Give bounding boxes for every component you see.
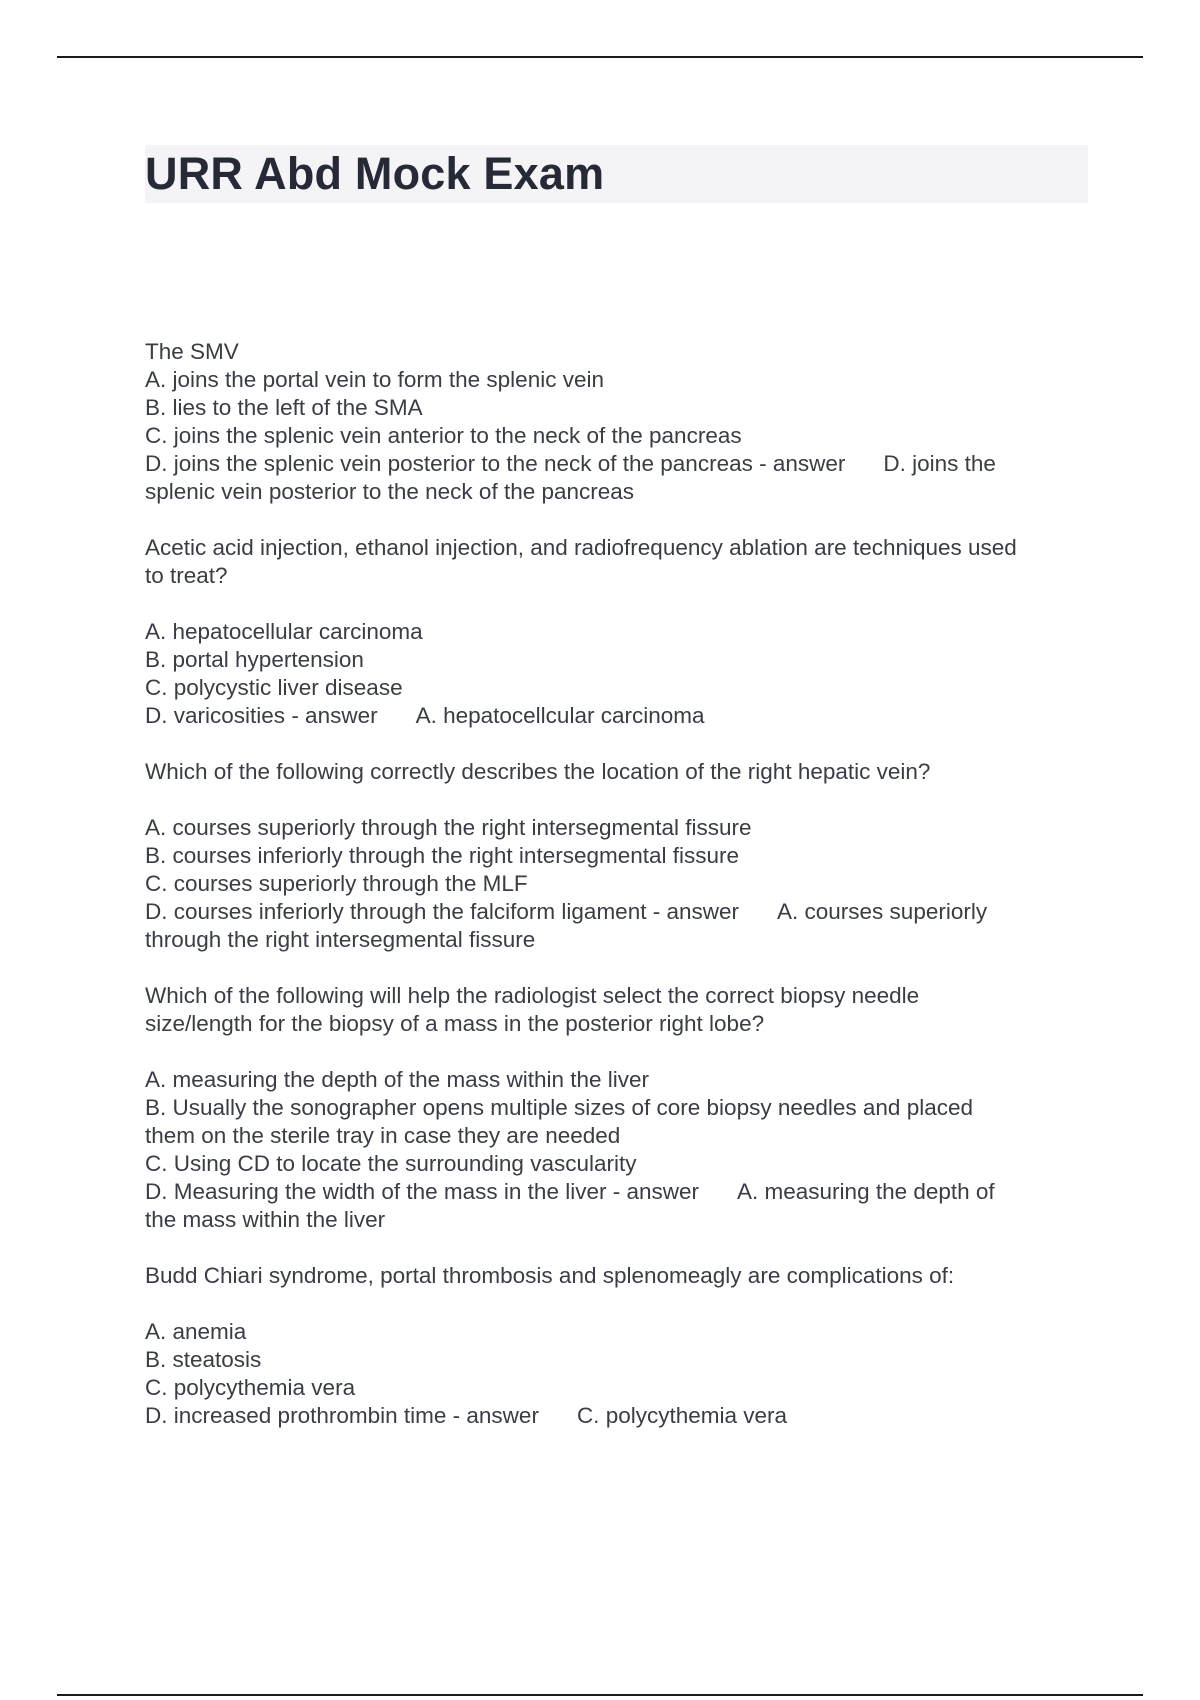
option-b: B. steatosis <box>145 1347 262 1372</box>
correct-answer-continued: splenic vein posterior to the neck of the pancreas <box>145 479 635 504</box>
question-3 <box>145 758 1090 954</box>
question-stem: The SMV <box>145 339 239 364</box>
option-b: B. lies to the left of the SMA <box>145 395 423 420</box>
question-stem: Budd Chiari syndrome, portal thrombosis and splenomeagly are complications of: <box>145 1263 955 1288</box>
option-c: C. joins the splenic vein anterior to the neck of the pancreas <box>145 423 742 448</box>
answer-marker: - answer <box>452 1403 539 1428</box>
option-d-line <box>145 1178 1090 1206</box>
question-1 <box>145 338 1090 506</box>
question-stem: Which of the following will help the radiologist select the correct biopsy needle <box>145 983 920 1008</box>
option-d-line <box>145 702 1090 730</box>
option-b: B. courses inferiorly through the right intersegmental fissure <box>145 843 740 868</box>
option-d: D. increased prothrombin time <box>145 1403 447 1428</box>
question-2 <box>145 534 1090 730</box>
question-stem: Which of the following correctly describes the location of the right hepatic vein? <box>145 759 931 784</box>
option-a: A. measuring the depth of the mass within the liver <box>145 1067 650 1092</box>
option-c: C. courses superiorly through the MLF <box>145 871 528 896</box>
question-list <box>145 338 1090 1430</box>
option-a: A. anemia <box>145 1319 247 1344</box>
correct-answer: C. polycythemia vera <box>576 1403 788 1428</box>
option-d-line <box>145 450 1090 478</box>
option-d: D. varicosities <box>145 703 286 728</box>
correct-answer: D. joins the <box>883 451 996 476</box>
answer-marker: - answer <box>759 451 846 476</box>
option-d: D. courses inferiorly through the falciform ligament <box>145 899 647 924</box>
answer-marker: - answer <box>612 1179 700 1204</box>
option-c: C. Using CD to locate the surrounding vascularity <box>145 1151 637 1176</box>
question-stem: Acetic acid injection, ethanol injection, and radiofrequency ablation are techniques used <box>145 535 1017 560</box>
option-d: D. Measuring the width of the mass in the liver <box>145 1179 607 1204</box>
option-c: C. polycystic liver disease <box>145 675 403 700</box>
question-5 <box>145 1262 1090 1430</box>
question-stem-continued: to treat? <box>145 563 228 588</box>
option-d-line <box>145 898 1090 926</box>
correct-answer: A. courses superiorly <box>777 899 988 924</box>
option-b-continued: them on the sterile tray in case they are needed <box>145 1123 621 1148</box>
correct-answer-continued: through the right intersegmental fissure <box>145 927 536 952</box>
answer-marker: - answer <box>652 899 740 924</box>
correct-answer-continued: the mass within the liver <box>145 1207 386 1232</box>
correct-answer: A. measuring the depth of <box>737 1179 995 1204</box>
option-a: A. courses superiorly through the right intersegmental fissure <box>145 815 752 840</box>
document-title: URR Abd Mock Exam <box>145 148 605 199</box>
option-a: A. joins the portal vein to form the splenic vein <box>145 367 604 392</box>
bottom-rule <box>57 1694 1143 1696</box>
option-d-line <box>145 1402 1090 1430</box>
option-b: B. portal hypertension <box>145 647 364 672</box>
option-a: A. hepatocellular carcinoma <box>145 619 423 644</box>
question-stem-continued: size/length for the biopsy of a mass in the posterior right lobe? <box>145 1011 765 1036</box>
correct-answer: A. hepatocellcular carcinoma <box>415 703 705 728</box>
option-d: D. joins the splenic vein posterior to the neck of the pancreas <box>145 451 753 476</box>
option-c: C. polycythemia vera <box>145 1375 356 1400</box>
question-4 <box>145 982 1090 1234</box>
answer-marker: - answer <box>291 703 378 728</box>
option-b: B. Usually the sonographer opens multiple sizes of core biopsy needles and placed <box>145 1095 973 1120</box>
top-rule <box>57 56 1143 58</box>
